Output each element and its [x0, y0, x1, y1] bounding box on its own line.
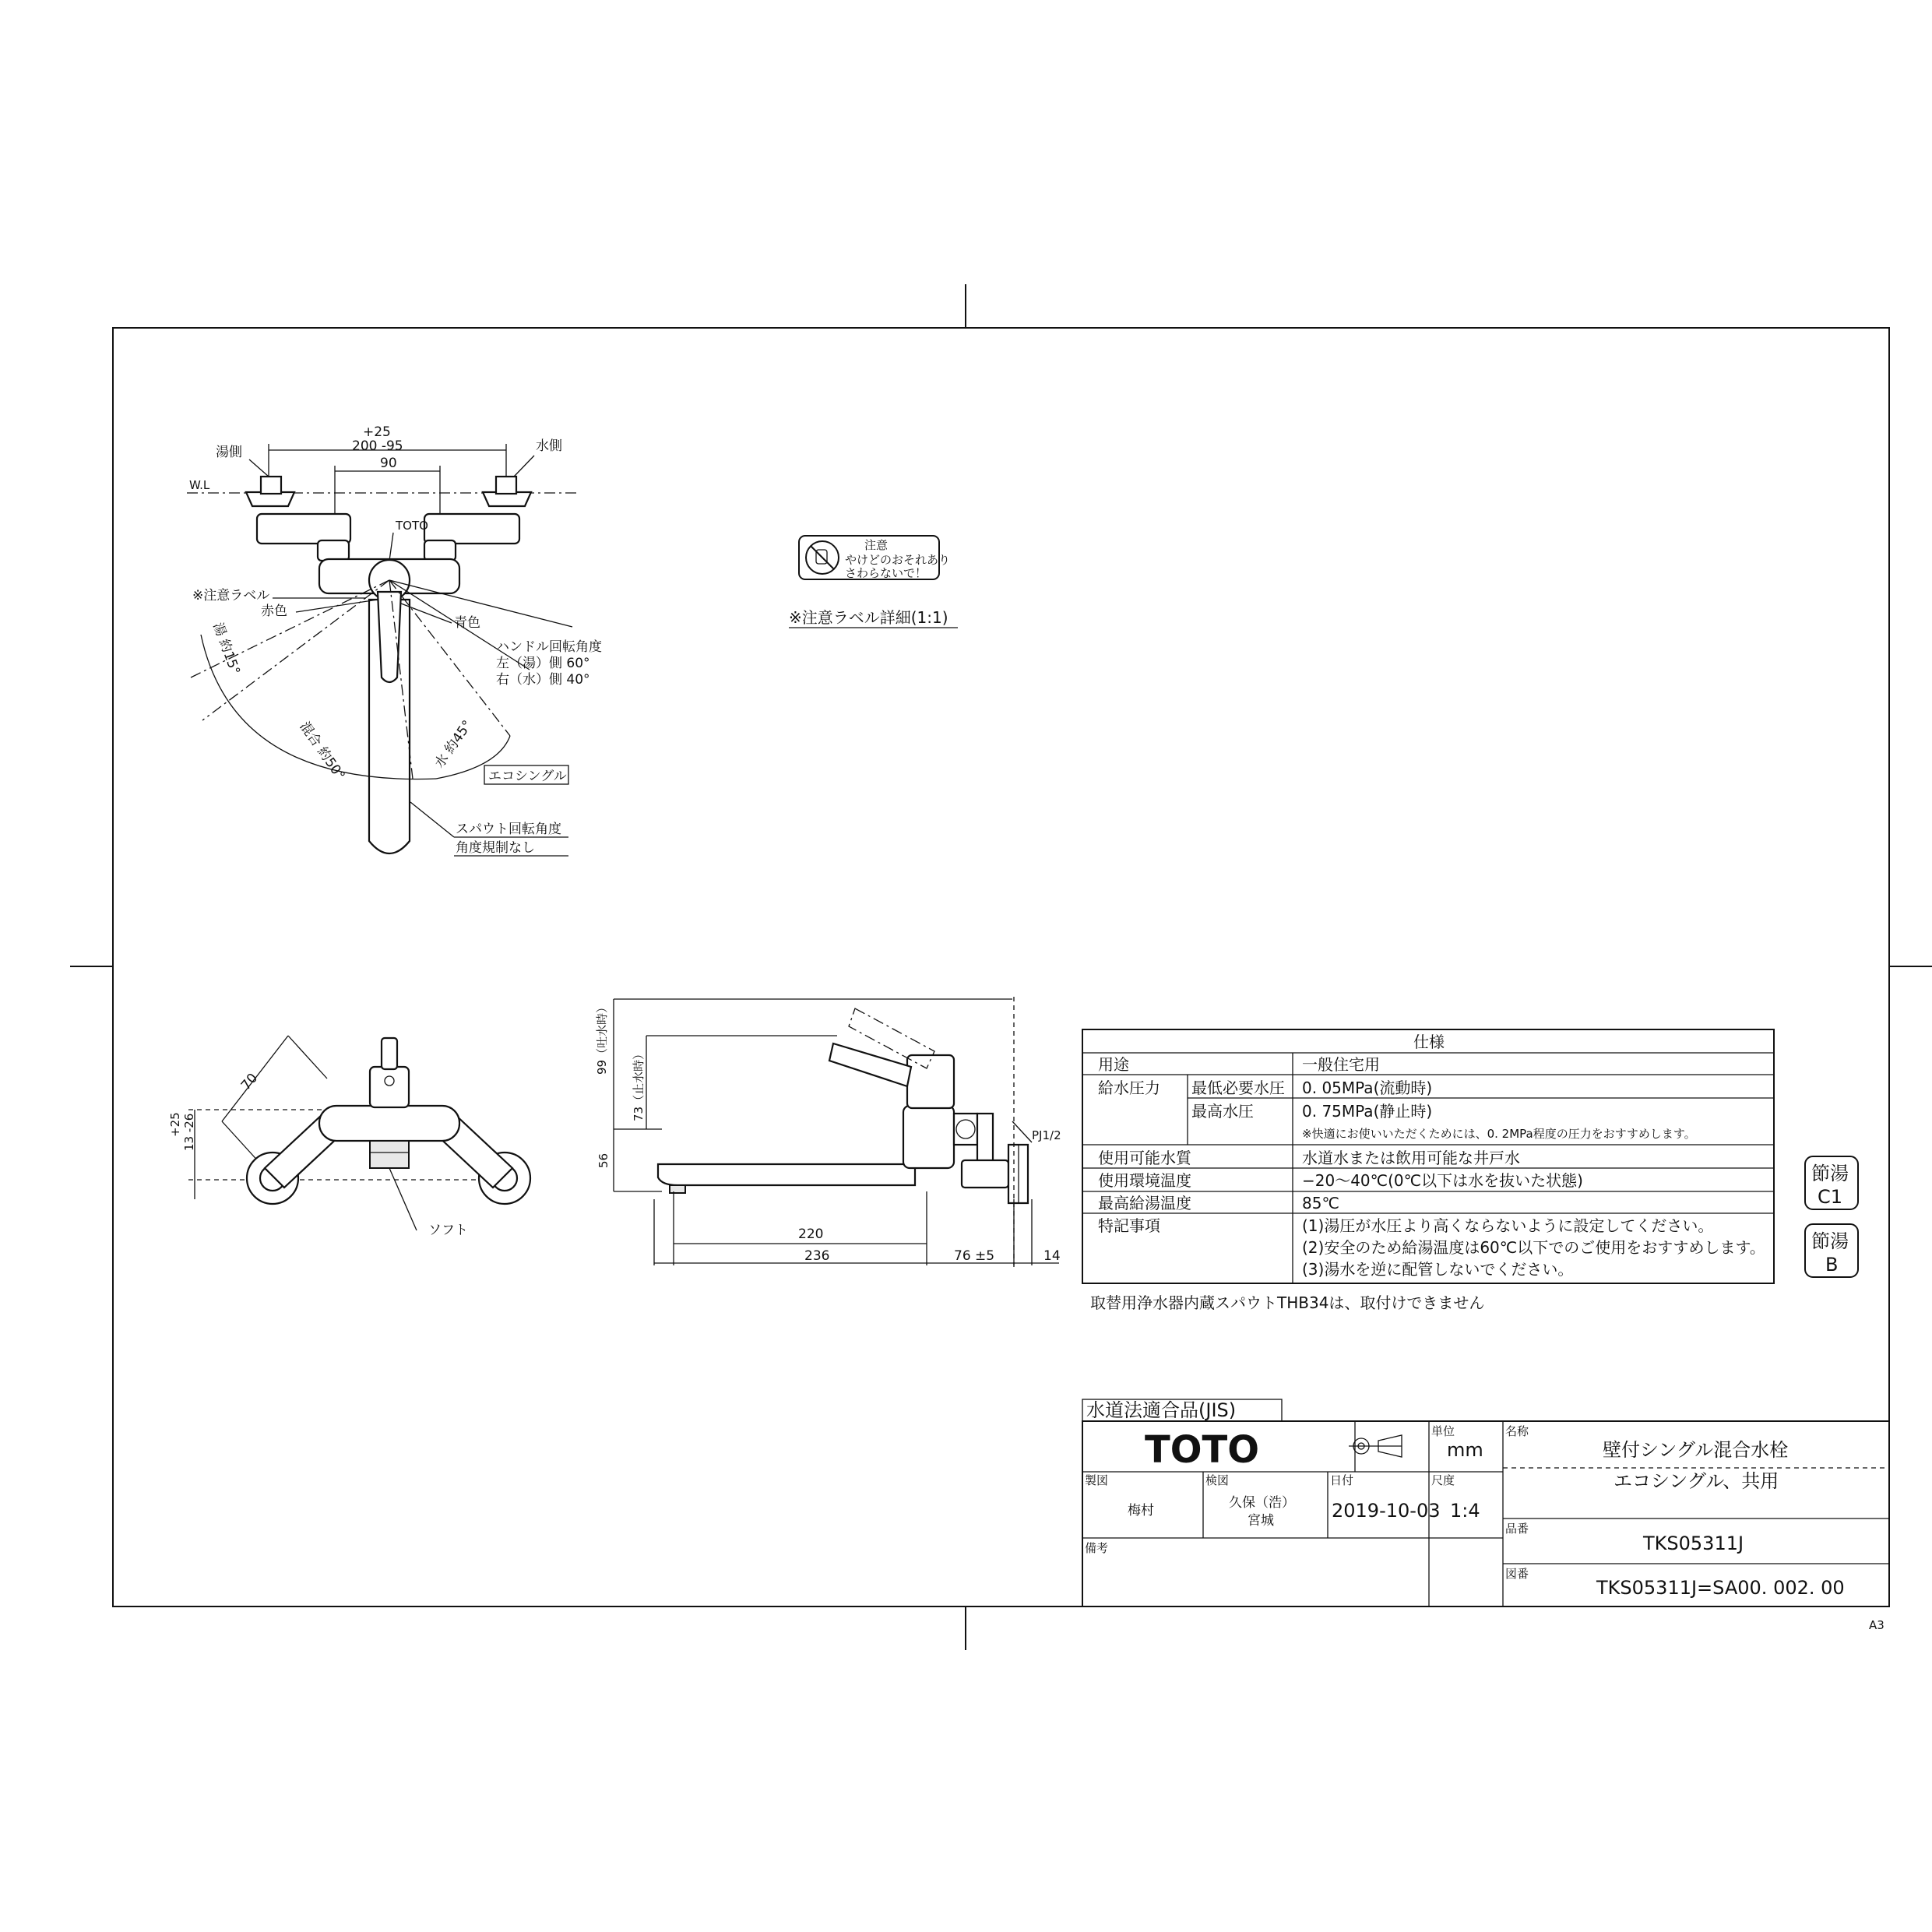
caution-line2: さわらないで！	[845, 566, 927, 580]
pj-label: PJ1/2	[1032, 1128, 1061, 1142]
spec-sub-2: 最高水圧	[1191, 1102, 1254, 1121]
toto-logo: TOTO	[1145, 1428, 1260, 1472]
projection-symbol-icon	[1349, 1435, 1402, 1457]
drawn-by: 梅村	[1128, 1503, 1154, 1519]
spec-sub-1: 最低必要水圧	[1191, 1079, 1285, 1097]
part-number: TKS05311J	[1643, 1533, 1744, 1554]
sheet-size: A3	[1869, 1618, 1884, 1632]
drawing-number: TKS05311J=SA00. 002. 00	[1596, 1577, 1845, 1599]
spec-value-9: (3)湯水を逆に配管しないでください。	[1302, 1260, 1574, 1279]
product-subname: エコシングル、共用	[1614, 1470, 1779, 1492]
spec-value-3: ※快適にお使いいただくためには、0. 2MPa程度の圧力をおすすめします。	[1302, 1127, 1696, 1141]
badge-b-bottom: B	[1825, 1254, 1839, 1276]
spec-value-2: 0. 75MPa(静止時)	[1302, 1102, 1433, 1121]
scale-value: 1:4	[1450, 1500, 1480, 1522]
hot-angle-label: 湯 約15°	[209, 620, 243, 677]
side-dim-14: 14	[1043, 1248, 1061, 1264]
badge-b-top: 節湯	[1811, 1230, 1849, 1252]
top-dim-90: 90	[380, 456, 397, 471]
front-dim-70: 70	[238, 1070, 262, 1094]
side-dim-76: 76 ±5	[954, 1248, 995, 1264]
drawn-label: 製図	[1085, 1473, 1109, 1487]
spout-no-limit: 角度規制なし	[456, 840, 535, 856]
caution-label-detail	[789, 536, 958, 628]
remarks-label: 備考	[1085, 1541, 1109, 1555]
date-value: 2019-10-03	[1332, 1500, 1441, 1522]
caution-line1: やけどのおそれあり	[845, 553, 951, 567]
drawing-label: 図番	[1505, 1567, 1529, 1581]
part-label: 品番	[1505, 1522, 1529, 1536]
front-dim-main: 13 -26	[182, 1113, 196, 1151]
front-view	[168, 1036, 530, 1238]
wl-label: W.L	[189, 478, 210, 492]
hot-side-label: 湯側	[216, 445, 242, 460]
title-block	[1082, 1399, 1889, 1606]
red-label: 赤色	[261, 604, 287, 619]
spec-label-0: 用途	[1098, 1055, 1129, 1074]
spec-table	[1082, 1029, 1774, 1312]
toto-mark-label: TOTO	[396, 519, 428, 533]
spec-value-5: −20〜40℃(0℃以下は水を抜いた状態)	[1302, 1171, 1583, 1190]
checked-by-1: 久保（浩）	[1229, 1495, 1295, 1511]
handle-left-hot: 左（湯）側 60°	[496, 656, 590, 671]
top-dim-main: 200 -95	[352, 438, 403, 454]
front-dim-tol: +25	[168, 1112, 182, 1137]
spec-value-1: 0. 05MPa(流動時)	[1302, 1079, 1433, 1097]
product-name: 壁付シングル混合水栓	[1603, 1439, 1789, 1461]
checked-by-2: 宮城	[1248, 1513, 1274, 1529]
spec-value-7: (1)湯圧が水圧より高くならないように設定してください。	[1302, 1216, 1714, 1235]
side-dim-220: 220	[798, 1226, 824, 1242]
caution-title: 注意	[864, 538, 889, 552]
spec-value-4: 水道水または飲用可能な井戸水	[1302, 1149, 1520, 1167]
handle-angle-title: ハンドル回転角度	[496, 639, 602, 655]
top-dim-tol: +25	[363, 424, 391, 440]
spec-value-8: (2)安全のため給湯温度は60℃以下でのご使用をおすすめします。	[1302, 1238, 1765, 1257]
date-label: 日付	[1330, 1473, 1354, 1487]
caution-label-callout: ※注意ラベル	[192, 588, 270, 604]
saving-badges	[1805, 1156, 1858, 1277]
side-dim-99: 99（吐水時）	[595, 1001, 609, 1075]
check-label: 検図	[1205, 1473, 1230, 1487]
water-angle-label: 水 約45°	[431, 717, 476, 771]
spout-angle-title: スパウト回転角度	[456, 822, 561, 837]
spec-value-6: 85℃	[1302, 1194, 1339, 1212]
spec-value-0: 一般住宅用	[1302, 1055, 1380, 1074]
spec-label-1: 給水圧力	[1098, 1079, 1160, 1097]
spec-note: 取替用浄水器内蔵スパウトTHB34は、取付けできません	[1090, 1293, 1485, 1312]
mix-angle-label: 混合 約50°	[296, 719, 348, 783]
cold-side-label: 水側	[536, 438, 562, 454]
spec-label-7: 特記事項	[1098, 1216, 1160, 1235]
unit-label: 単位	[1431, 1424, 1455, 1438]
eco-single-label: エコシングル	[488, 769, 567, 784]
blue-label: 青色	[454, 615, 480, 631]
soft-label: ソフト	[428, 1223, 468, 1238]
badge-c1-top: 節湯	[1811, 1163, 1849, 1184]
side-dim-73: 73（止水時）	[632, 1047, 646, 1121]
handle-right-cold: 右（水）側 40°	[496, 672, 590, 688]
top-view	[187, 424, 602, 856]
badge-c1-bottom: C1	[1818, 1186, 1843, 1208]
side-view	[595, 997, 1061, 1269]
name-label: 名称	[1505, 1424, 1529, 1438]
side-dim-236: 236	[804, 1248, 830, 1264]
scale-label: 尺度	[1431, 1473, 1455, 1487]
jis-label: 水道法適合品(JIS)	[1086, 1399, 1237, 1421]
spec-header: 仕様	[1413, 1033, 1445, 1051]
spec-label-5: 使用環境温度	[1098, 1171, 1191, 1190]
spec-label-4: 使用可能水質	[1098, 1149, 1191, 1167]
side-dim-56: 56	[596, 1153, 611, 1168]
unit-value: mm	[1447, 1439, 1483, 1461]
spec-label-6: 最高給湯温度	[1098, 1194, 1191, 1212]
caution-caption: ※注意ラベル詳細(1:1)	[789, 608, 948, 627]
